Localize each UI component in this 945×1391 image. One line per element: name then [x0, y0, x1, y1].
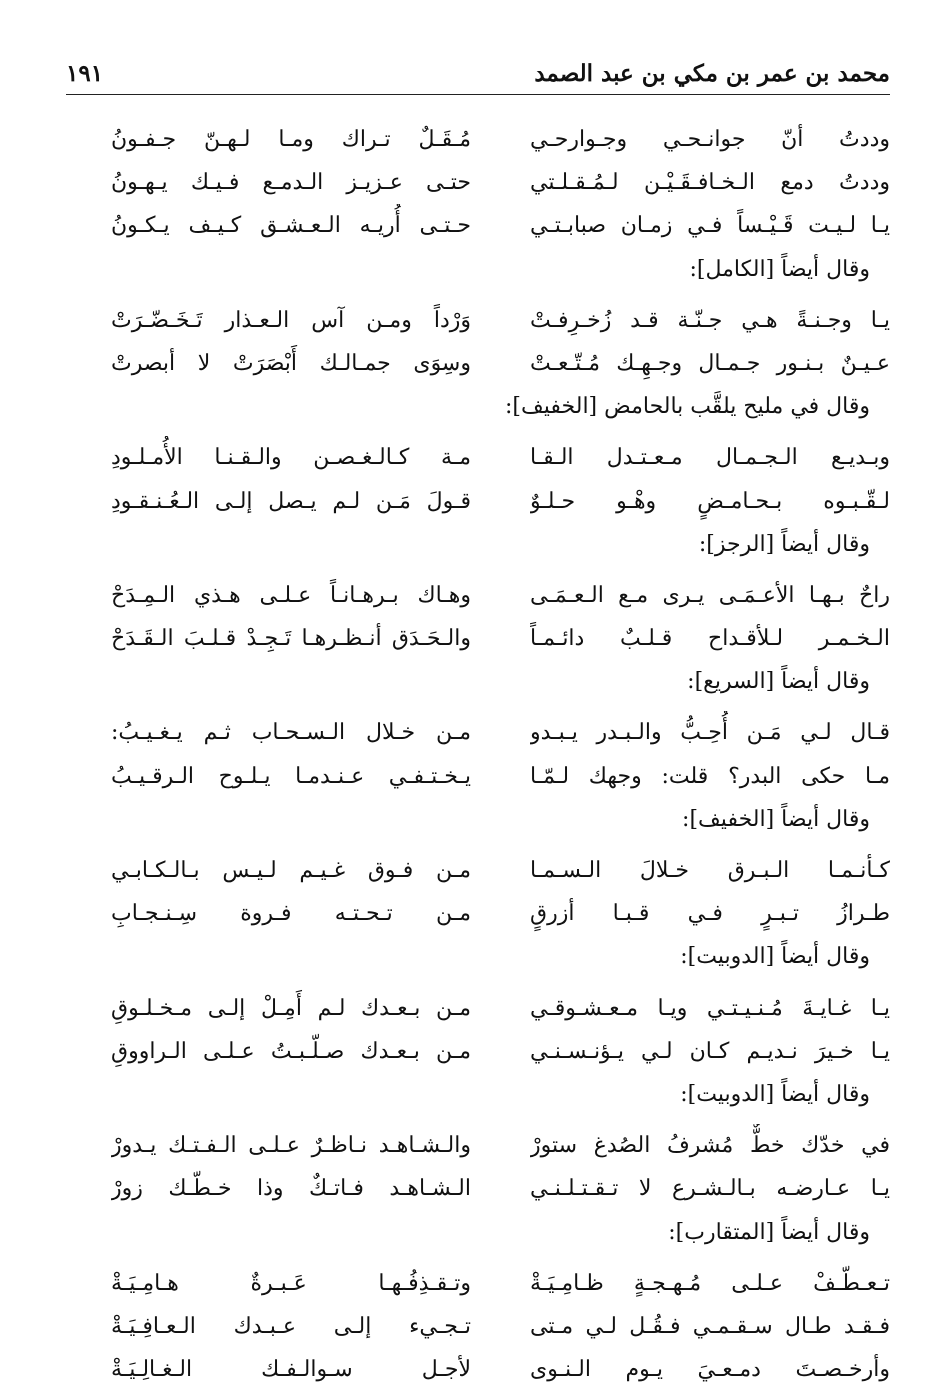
verse-line	[66, 755, 890, 798]
page-number: ١٩١	[66, 60, 104, 87]
first-hemistich: فـقـد طـال سـقـمـي فـقُـل لـي مـتى	[530, 1313, 890, 1339]
second-hemistich: مـن بـعـدك لـم أَمِـلْ إلـى مـخـلـوقِ	[111, 995, 471, 1021]
poem-intro-text: وقال أيضاً [المتقارب]:	[668, 1219, 870, 1245]
verse-line	[66, 299, 890, 342]
second-hemistich: مـن خـلال الـسـحـاب ثـم يـغـيـبُ:	[111, 720, 471, 746]
spacer	[66, 703, 890, 711]
second-hemistich: الـشـاهـد فـاتـكٌ وذا خـطّـك زورْ	[111, 1176, 471, 1202]
second-hemistich: والـشـاهـد نـاظـرٌ عـلـى الـفـتـك يـدورْ	[111, 1133, 471, 1159]
page-header	[66, 56, 890, 95]
first-hemistich: عـيـنٌ بـنـور جـمـال وجـهِـك مُـتّـعـتْ	[530, 350, 890, 376]
second-hemistich: مـن بـعـدك صـلّـبـتُ عـلـى الـراووقِ	[111, 1038, 471, 1064]
poem-intro	[66, 660, 890, 703]
verse-line	[66, 711, 890, 754]
verse-line	[66, 342, 890, 385]
first-hemistich: كـأنـمـا الـبـرق خـلالَ الـسـمـا	[530, 858, 890, 883]
second-hemistich: مـن فـوق غـيـم لـيـس بـالـكـابـي	[111, 858, 471, 883]
second-hemistich: مـة كـالـغـصـن والـقـنـا الأُمـلـودِ	[111, 445, 471, 471]
first-hemistich: طـرازُ تـبـرٍ فـي قـبـا أزرقٍ	[530, 901, 890, 927]
first-hemistich: لـقّـبـوه بـحـامـضٍ وهْـو حـلـوٌ	[530, 488, 890, 514]
spacer	[66, 841, 890, 849]
verse-line	[66, 204, 890, 247]
poem-intro	[66, 523, 890, 566]
poem-intro-text: وقال أيضاً [الكامل]:	[689, 256, 870, 282]
verse-line	[66, 161, 890, 204]
poem-intro-text: وقال أيضاً [الدوبيت]:	[680, 944, 870, 970]
poem-intro-text: وقال أيضاً [الرجز]:	[698, 531, 870, 557]
first-hemistich: يـا خـيرَ نـديـم كـان لـي يـؤنـسـنـي	[530, 1038, 890, 1064]
poem-intro	[66, 1073, 890, 1116]
second-hemistich: والـحَـدَق أنـظـرهـا تَـجِـدْ قـلـبَ الـقَـدَحْ	[111, 626, 471, 652]
first-hemistich: يـا عـارضـه بـالـشـرع لا تـقـتـلـنـي	[530, 1176, 890, 1202]
poem-intro-text: وقال في مليح يلقَّب بالحامض [الخفيف]:	[505, 394, 870, 420]
poem-intro-text: وقال أيضاً [السريع]:	[687, 669, 870, 695]
second-hemistich: وسِوَى جمـالـك أَبْصَرَتْ لا أبصرتْ	[111, 350, 471, 376]
verse-line	[66, 849, 890, 892]
second-hemistich: مُـقَـلٌ تـراك ومـا لـهـنّ جـفـونُ	[111, 127, 471, 152]
verse-line	[66, 574, 890, 617]
verse-line	[66, 436, 890, 479]
first-hemistich: وبـديـع الـجـمـال مـعـتـدل الـقـا	[530, 445, 890, 471]
spacer	[66, 566, 890, 574]
poem-body	[66, 118, 890, 1391]
first-hemistich: مـا حكى البدر؟ قلت: وجهك لـمّـا	[530, 763, 890, 789]
verse-line	[66, 1124, 890, 1167]
verse-line	[66, 1167, 890, 1210]
first-hemistich: وأرخـصـتَ دمـعـيَ يـوم الـنـوى	[530, 1357, 890, 1383]
first-hemistich: راحٌ بـهـا الأعـمَـى يـرى مـع الـعـمَـى	[530, 582, 890, 608]
second-hemistich: وَرْداً ومـن آس الـعـذار تَـخَـضّـرَتْ	[111, 307, 471, 333]
second-hemistich: حـتـى أُريـه الـعـشـق كـيـف يـكـونُ	[111, 213, 471, 239]
verse-line	[66, 1305, 890, 1348]
first-hemistich: وددتُ دمع الـخـافـقَـيْـن لـمُـقـلـتي	[530, 170, 890, 196]
first-hemistich: في خدّك خطٌّ مُشرفُ الصُدغ ستورْ	[530, 1133, 890, 1159]
verse-line	[66, 1030, 890, 1073]
poem-intro	[66, 935, 890, 978]
poem-intro	[66, 1211, 890, 1254]
second-hemistich: مـن تـحـتـه فـروة سِـنـجـابِ	[111, 901, 471, 927]
second-hemistich: لأجـل سـوالـفـك الـغـالِـيَـةْ	[111, 1357, 471, 1383]
spacer	[66, 428, 890, 436]
poem-intro	[66, 798, 890, 841]
first-hemistich: وددتُ أنّ جوانـحـي وجـوارحـي	[530, 127, 890, 152]
verse-line	[66, 987, 890, 1030]
spacer	[66, 1254, 890, 1262]
second-hemistich: وهـاك بـرهـانـاً عـلـى هـذي الـمِـدَحْ	[111, 582, 471, 608]
second-hemistich: وتـقـذِفُـهـا عَـبـرةٌ هـامِـيَـةْ	[111, 1270, 471, 1296]
poem-intro-text: وقال أيضاً [الدوبيت]:	[680, 1081, 870, 1107]
poem-intro	[66, 248, 890, 291]
first-hemistich: يـا وجـنـةً هـي جـنّـة قـد زُخـرِفـتْ	[530, 307, 890, 333]
verse-line	[66, 480, 890, 523]
first-hemistich: يـا لـيـت قَـيْـساً فـي زمـان صبابـتـي	[530, 213, 890, 239]
second-hemistich: يـخـتـفـي عـنـدمـا يـلـوح الـرقـيـبُ	[111, 763, 471, 789]
first-hemistich: تـعـطّـفْ عـلـى مُـهـجـةٍ ظـامِـيَـةْ	[530, 1270, 890, 1296]
spacer	[66, 1116, 890, 1124]
second-hemistich: تـجـيء إلـى عـبـدك الـعـافِـيَـةْ	[111, 1313, 471, 1339]
verse-line	[66, 1262, 890, 1305]
second-hemistich: حتـى عـزيـز الـدمـع فـيـك يـهـونُ	[111, 170, 471, 196]
poem-intro-text: وقال أيضاً [الخفيف]:	[682, 806, 870, 832]
verse-line	[66, 118, 890, 161]
first-hemistich: قـال لـي مَـن أُحِـبُّ والـبـدر يـبـدو	[530, 720, 890, 746]
verse-line	[66, 617, 890, 660]
spacer	[66, 291, 890, 299]
spacer	[66, 979, 890, 987]
running-head: محمد بن عمر بن مكي بن عبد الصمد	[534, 60, 890, 87]
poem-intro	[66, 385, 890, 428]
second-hemistich: قـولَ مَـن لـم يـصل إلـى الـعُـنـقـودِ	[111, 488, 471, 514]
first-hemistich: الـخـمـر لـلأقـداح قـلـبٌ دائـمـاً	[530, 626, 890, 652]
verse-line	[66, 892, 890, 935]
first-hemistich: يـا غـايـةَ مُـنـيـتـي ويـا مـعـشـوقـي	[530, 995, 890, 1021]
